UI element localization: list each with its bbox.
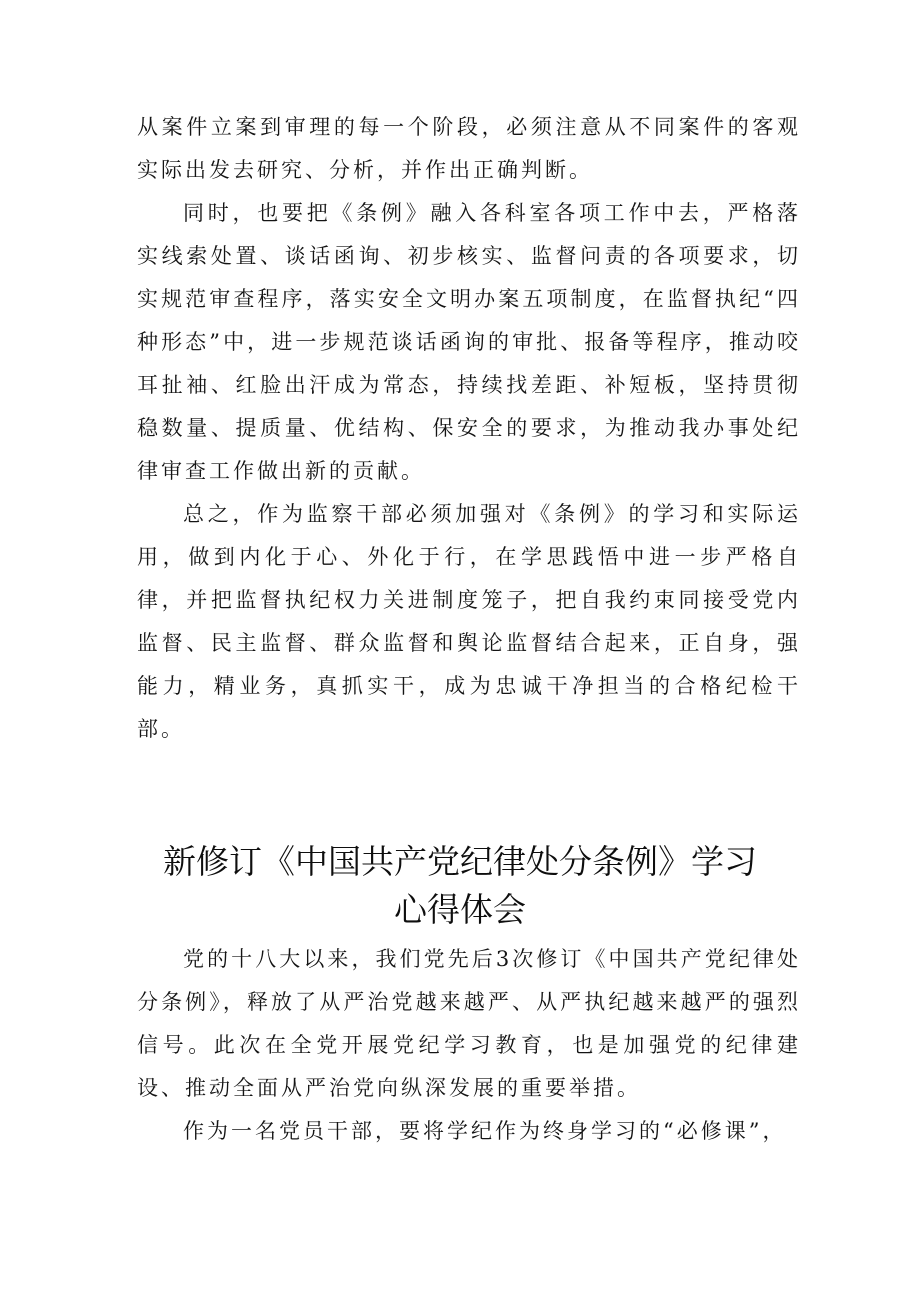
article-body-top [137, 106, 801, 751]
paragraph-conclusion: 总之，作为监察干部必须加强对《条例》的学习和实际运用，做到内化于心、外化于行，在学思践悟中进一步严格自律，并把监督执纪权力关进制度笼子，把自我约束同接受党内监督、民主监督、群众监督和舆论监督结合起来，正自身，强能力，精业务，真抓实干，成为忠诚干净担当的合格纪检干部。 [137, 502, 801, 741]
paragraph-integration: 同时，也要把《条例》融入各科室各项工作中去，严格落实线索处置、谈话函询、初步核实、监督问责的各项要求，切实规范审查程序，落实安全文明办案五项制度，在监督执纪“四种形态”中，进一步规范谈话函询的审批、报备等程序，推动咬耳扯袖、红脸出汗成为常态，持续找差距、补短板，坚持贯彻稳数量、提质量、优结构、保安全的要求，为推动我办事处纪律审查工作做出新的贡献。 [137, 201, 801, 483]
title-line-1: 新修订《中国共产党纪律处分条例》学习 [163, 842, 757, 881]
paragraph-case-handling: 从案件立案到审理的每一个阶段，必须注意从不同案件的客观实际出发去研究、分析，并作出正确判断。 [137, 115, 801, 182]
paragraph-intro: 党的十八大以来，我们党先后3次修订《中国共产党纪律处分条例》，释放了从严治党越来越严、从严执纪越来越严的强烈信号。此次在全党开展党纪学习教育，也是加强党的纪律建设、推动全面从严治党向纵深发展的重要举措。 [137, 947, 801, 1100]
article-title [100, 838, 820, 934]
title-line-2: 心得体会 [394, 890, 526, 929]
paragraph-party-member: 作为一名党员干部，要将学纪作为终身学习的“必修课”， [183, 1119, 787, 1143]
article-body-bottom [137, 938, 801, 1153]
